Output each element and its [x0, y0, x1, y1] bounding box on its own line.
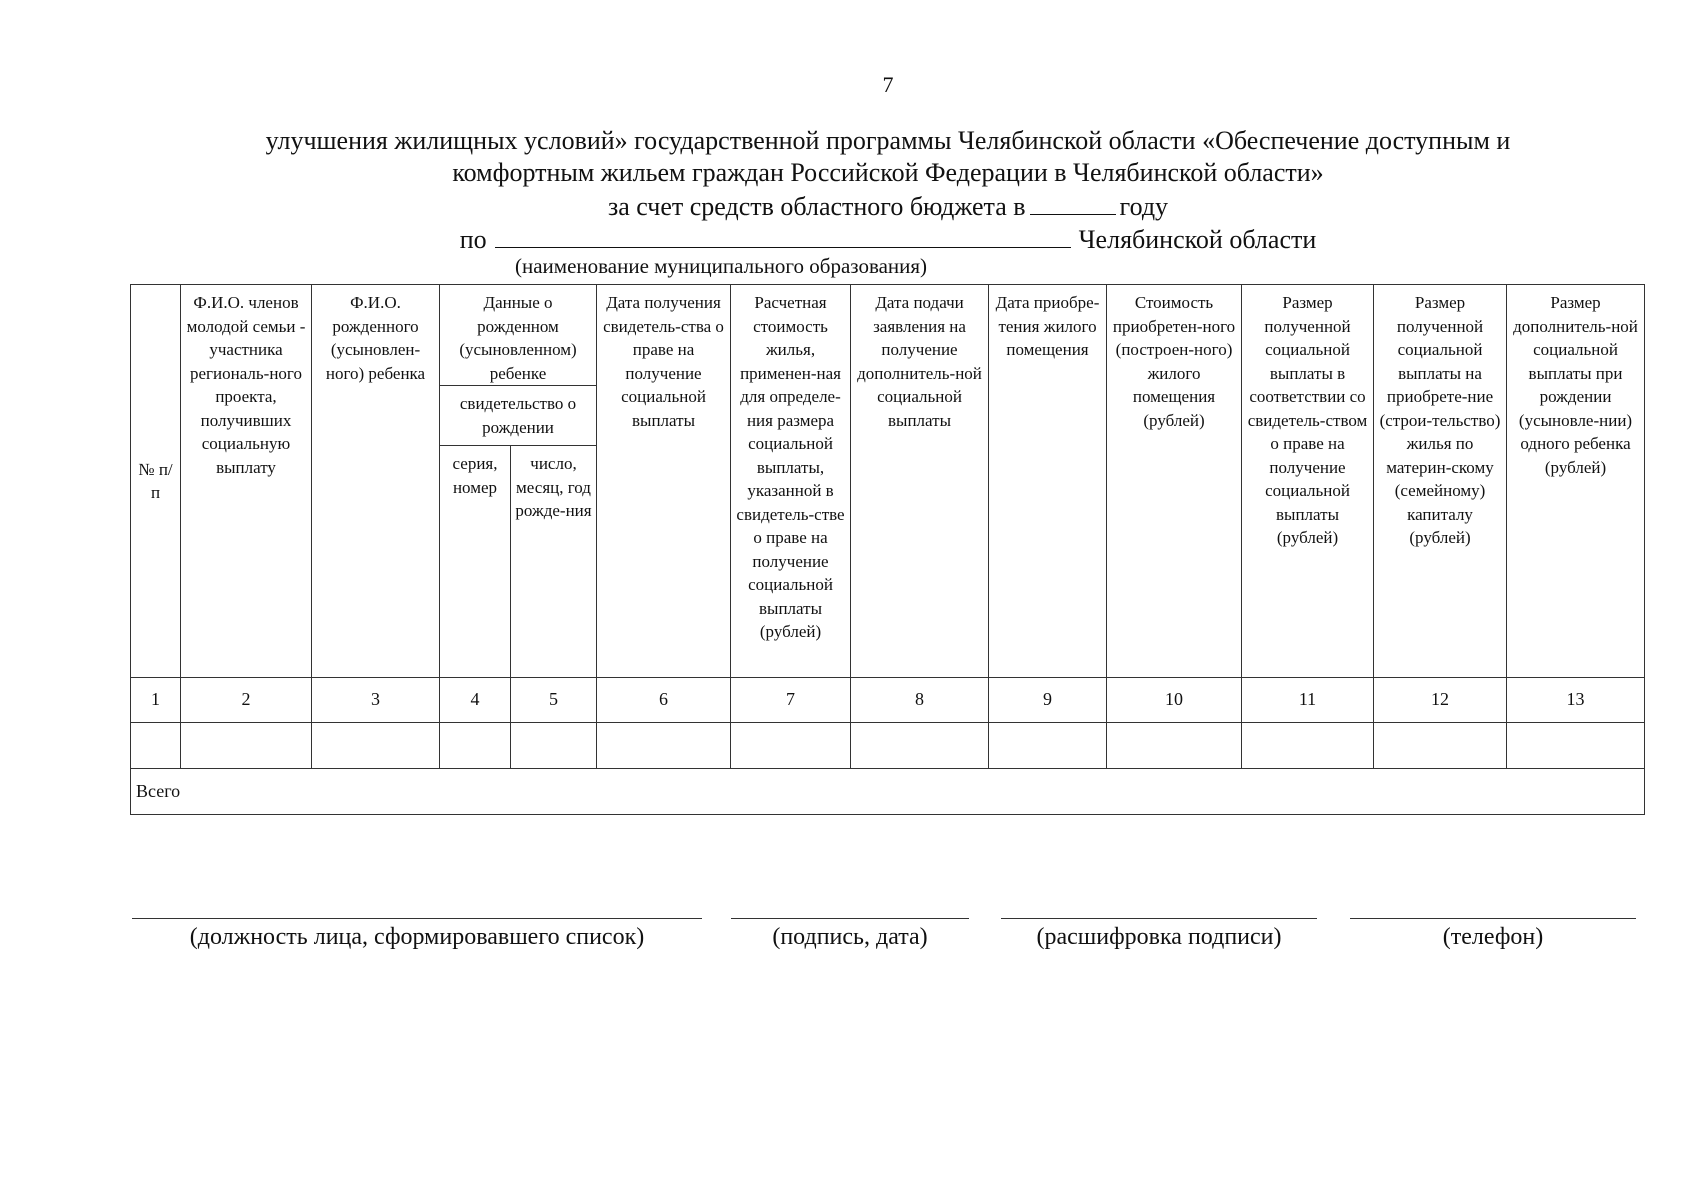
header-certificate-date: Дата получения свидетель-ства о праве на получение социальной выплаты: [597, 285, 731, 678]
phone-caption: (телефон): [1442, 924, 1544, 950]
header-additional-payment: Размер дополнитель-ной социальной выплаты при рождении (усыновле-нии) одного ребенка (рублей): [1507, 285, 1645, 678]
column-number: 3: [312, 678, 440, 723]
header-acquisition-date: Дата приобре-тения жилого помещения: [989, 285, 1107, 678]
column-number: 10: [1107, 678, 1242, 723]
total-row: [131, 769, 1645, 815]
header-maternity-capital: Размер полученной социальной выплаты на приобрете-ние (строи-тельство) жилья по материн-скому (семейному) капиталу (рублей): [1374, 285, 1507, 678]
column-number: 9: [989, 678, 1107, 723]
heading-line-3-before: за счет средств областного бюджета в: [607, 192, 1026, 221]
column-number: 11: [1242, 678, 1374, 723]
header-child-data-group: Данные о рожденном (усыновленном) ребенке: [440, 285, 597, 386]
signature-date-caption: (подпись, дата): [772, 924, 928, 950]
municipality-caption: (наименование муниципального образования): [515, 254, 928, 278]
heading-line-4-after: Челябинской области: [1078, 225, 1317, 254]
column-number: 8: [851, 678, 989, 723]
year-blank[interactable]: [1030, 190, 1116, 215]
heading-line-2: комфортным жильем граждан Российской Федерации в Челябинской области»: [452, 158, 1324, 187]
header-birth-date: число, месяц, год рожде-ния: [511, 446, 597, 678]
column-number: 2: [181, 678, 312, 723]
signature-decoding-line[interactable]: [1001, 918, 1317, 919]
data-cell[interactable]: [181, 723, 312, 769]
heading-line-4-before: по: [459, 225, 487, 254]
header-housing-cost: Стоимость приобретен-ного (построен-ного) жилого помещения (рублей): [1107, 285, 1242, 678]
data-cell[interactable]: [131, 723, 181, 769]
header-payment-amount: Размер полученной социальной выплаты в соответствии со свидетель-ством о праве на получение социальной выплаты (рублей): [1242, 285, 1374, 678]
column-number: 12: [1374, 678, 1507, 723]
heading-line-3: [0, 190, 1698, 223]
heading-line-4: [0, 221, 1698, 256]
phone-line[interactable]: [1350, 918, 1636, 919]
data-cell[interactable]: [312, 723, 440, 769]
header-row-number: № п/п: [131, 285, 181, 678]
family-list-table: [130, 284, 1645, 815]
header-birth-certificate: свидетельство о рождении: [440, 386, 597, 446]
column-number-row: [131, 678, 1645, 723]
data-cell[interactable]: [851, 723, 989, 769]
signature-decoding-caption: (расшифровка подписи): [1036, 924, 1282, 950]
data-cell[interactable]: [989, 723, 1107, 769]
data-cell[interactable]: [440, 723, 511, 769]
municipality-blank[interactable]: [495, 221, 1071, 248]
page-number: 7: [882, 72, 894, 97]
header-child-name: Ф.И.О. рожденного (усыновлен-ного) ребенка: [312, 285, 440, 678]
column-number: 7: [731, 678, 851, 723]
header-series-number: серия, номер: [440, 446, 511, 678]
data-cell[interactable]: [1107, 723, 1242, 769]
header-estimated-cost: Расчетная стоимость жилья, применен-ная для определе-ния размера социальной выплаты, указанной в свидетель-стве о праве на получение социальной выплаты (рублей): [731, 285, 851, 678]
data-cell[interactable]: [511, 723, 597, 769]
data-cell[interactable]: [1242, 723, 1374, 769]
data-cell[interactable]: [731, 723, 851, 769]
data-cell[interactable]: [1507, 723, 1645, 769]
column-number: 5: [511, 678, 597, 723]
table-row: [131, 723, 1645, 769]
column-number: 6: [597, 678, 731, 723]
column-number: 1: [131, 678, 181, 723]
total-label: Всего: [131, 769, 1645, 815]
header-application-date: Дата подачи заявления на получение дополнитель-ной социальной выплаты: [851, 285, 989, 678]
position-caption: (должность лица, сформировавшего список): [189, 924, 645, 950]
header-family-members: Ф.И.О. членов молодой семьи - участника региональ-ного проекта, получивших социальную выплату: [181, 285, 312, 678]
data-cell[interactable]: [1374, 723, 1507, 769]
heading-line-1: улучшения жилищных условий» государственной программы Челябинской области «Обеспечение доступным и: [265, 126, 1511, 155]
data-cell[interactable]: [597, 723, 731, 769]
column-number: 4: [440, 678, 511, 723]
signature-date-line[interactable]: [731, 918, 969, 919]
column-number: 13: [1507, 678, 1645, 723]
position-signature-line[interactable]: [132, 918, 702, 919]
heading-line-3-after: году: [1119, 192, 1169, 221]
